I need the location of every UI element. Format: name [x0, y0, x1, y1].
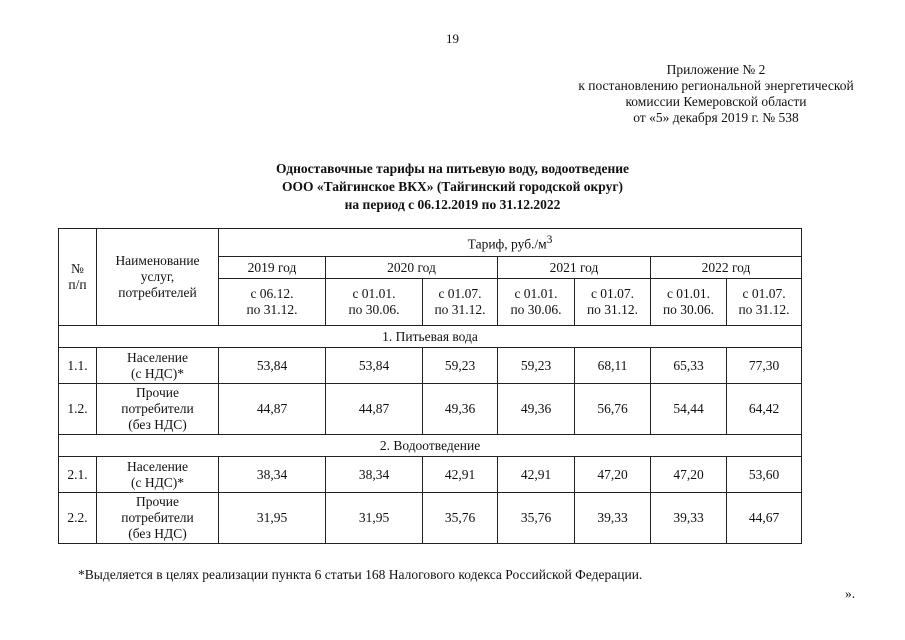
header-tariff: Тариф, $руб./м^3$: [219, 229, 802, 257]
header-period: с 01.07. по 31.12.: [727, 279, 802, 326]
tariff-value: 49,36: [498, 384, 575, 435]
consumer-name: Население (с НДС)*: [97, 457, 219, 493]
table-row: [59, 457, 802, 493]
tariff-value: 35,76: [498, 493, 575, 544]
consumer-name: Население (с НДС)*: [97, 348, 219, 384]
tariff-value: 38,34: [326, 457, 423, 493]
title-line: ООО «Тайгинское ВКХ» (Тайгинский городской округ): [282, 179, 623, 194]
consumer-name: Прочие потребители (без НДС): [97, 384, 219, 435]
unit-superscript: 3: [546, 234, 553, 247]
section-title: 2. Водоотведение: [59, 435, 802, 457]
table-row: [59, 384, 802, 435]
tariff-value: 53,84: [219, 348, 326, 384]
section-title: 1. Питьевая вода: [59, 326, 802, 348]
tariff-value: 42,91: [498, 457, 575, 493]
header-period: с 01.07. по 31.12.: [423, 279, 498, 326]
header-period: с 06.12. по 31.12.: [219, 279, 326, 326]
tariff-value: 64,42: [727, 384, 802, 435]
tariff-value: 49,36: [423, 384, 498, 435]
tariff-value: 38,34: [219, 457, 326, 493]
tariff-value: 42,91: [423, 457, 498, 493]
tariff-value: 56,76: [575, 384, 651, 435]
table-row: [59, 493, 802, 544]
header-number: № п/п: [59, 229, 97, 326]
row-number: 2.2.: [59, 493, 97, 544]
header-period: с 01.01. по 30.06.: [498, 279, 575, 326]
header-service-name: Наименование услуг, потребителей: [97, 229, 219, 326]
closing-quote: ».: [845, 586, 856, 601]
tariff-value: 39,33: [575, 493, 651, 544]
header-year: 2020 год: [326, 257, 498, 279]
tariff-value: 44,87: [219, 384, 326, 435]
tariff-value: 44,67: [727, 493, 802, 544]
tariff-value: 47,20: [651, 457, 727, 493]
appendix-line: от «5» декабря 2019 г. № 538: [633, 110, 799, 125]
tariff-value: 53,60: [727, 457, 802, 493]
tariff-value: 77,30: [727, 348, 802, 384]
row-number: 2.1.: [59, 457, 97, 493]
appendix-line: Приложение № 2: [666, 62, 766, 77]
tariff-value: 54,44: [651, 384, 727, 435]
tariff-value: 39,33: [651, 493, 727, 544]
tariff-value: 35,76: [423, 493, 498, 544]
tariff-value: 31,95: [326, 493, 423, 544]
header-period: с 01.01. по 30.06.: [651, 279, 727, 326]
tariff-value: 53,84: [326, 348, 423, 384]
tariff-value: 65,33: [651, 348, 727, 384]
tariff-table: [58, 228, 802, 544]
header-year: 2022 год: [651, 257, 802, 279]
title-line: на период с 06.12.2019 по 31.12.2022: [344, 197, 561, 212]
document-title: [200, 160, 705, 214]
row-number: 1.2.: [59, 384, 97, 435]
header-period: с 01.01. по 30.06.: [326, 279, 423, 326]
header-year: 2019 год: [219, 257, 326, 279]
section-row: [59, 435, 802, 457]
appendix-line: комиссии Кемеровской области: [625, 94, 807, 109]
row-number: 1.1.: [59, 348, 97, 384]
header-year: 2021 год: [498, 257, 651, 279]
section-row: [59, 326, 802, 348]
tariff-value: 68,11: [575, 348, 651, 384]
consumer-name: Прочие потребители (без НДС): [97, 493, 219, 544]
tariff-value: 47,20: [575, 457, 651, 493]
page-number: 19: [446, 31, 459, 46]
tariff-value: 59,23: [423, 348, 498, 384]
footnote: *Выделяется в целях реализации пункта 6 статьи 168 Налогового кодекса Российской Федерации.: [78, 567, 643, 582]
appendix-line: к постановлению региональной энергетической: [578, 78, 854, 93]
header-period: с 01.07. по 31.12.: [575, 279, 651, 326]
title-line: Одноставочные тарифы на питьевую воду, водоотведение: [275, 161, 630, 176]
appendix-reference: [540, 62, 892, 126]
tariff-value: 31,95: [219, 493, 326, 544]
tariff-value: 59,23: [498, 348, 575, 384]
tariff-value: 44,87: [326, 384, 423, 435]
table-row: [59, 348, 802, 384]
